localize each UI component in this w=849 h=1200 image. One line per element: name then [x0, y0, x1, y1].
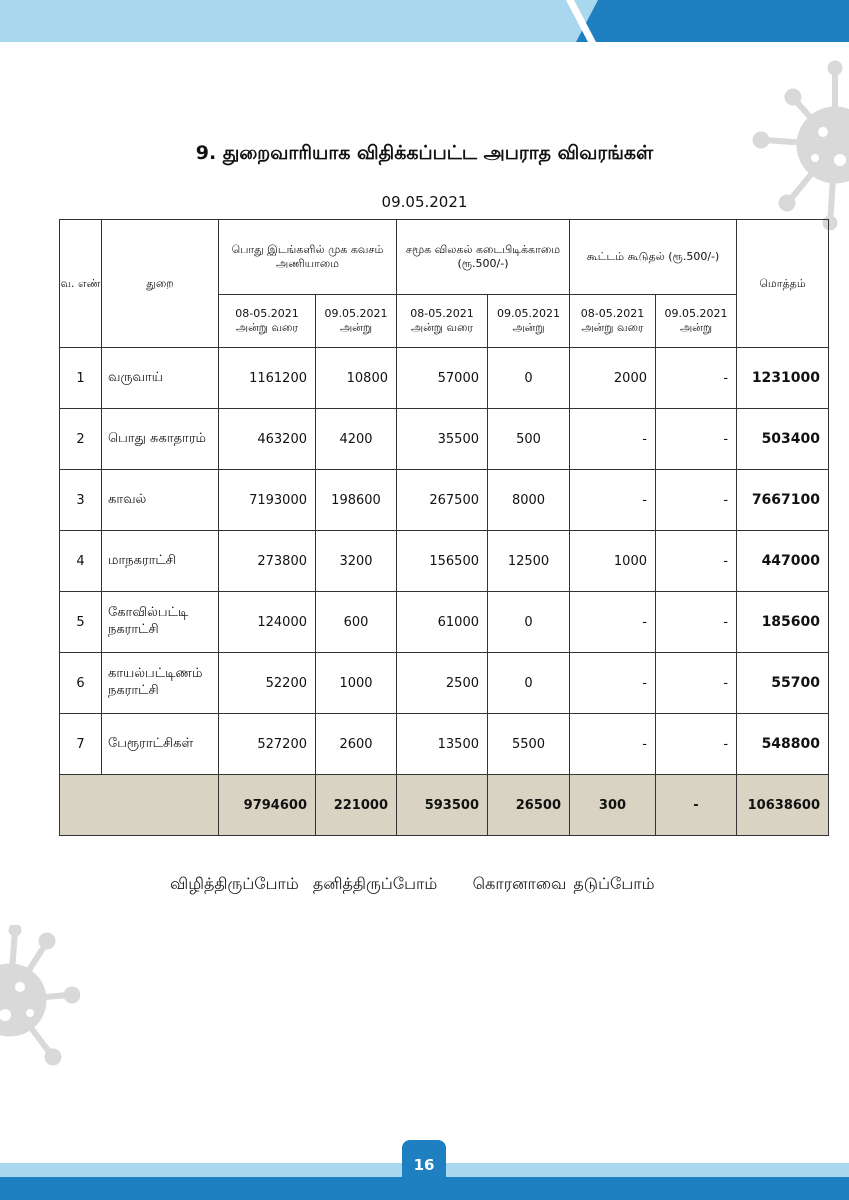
table-row: [60, 531, 829, 592]
cell-total: 1231000: [737, 348, 829, 409]
cell-total: 503400: [737, 409, 829, 470]
total-crowd-on: -: [656, 775, 737, 836]
header-sub-until: 08-05.2021 அன்று வரை: [397, 295, 488, 348]
header-sub-until: 08-05.2021 அன்று வரை: [219, 295, 316, 348]
cell-crowd-on: -: [656, 470, 737, 531]
cell-mask-until: 124000: [219, 592, 316, 653]
cell-dist-on: 8000: [488, 470, 570, 531]
cell-dept: பேரூராட்சிகள்: [102, 714, 219, 775]
header-total: மொத்தம்: [737, 220, 829, 348]
cell-dist-on: 500: [488, 409, 570, 470]
cell-mask-until: 7193000: [219, 470, 316, 531]
header-sub-until: 08-05.2021 அன்று வரை: [570, 295, 656, 348]
cell-total: 447000: [737, 531, 829, 592]
cell-dist-until: 35500: [397, 409, 488, 470]
cell-total: 548800: [737, 714, 829, 775]
cell-sno: 5: [60, 592, 102, 653]
cell-crowd-until: -: [570, 409, 656, 470]
header-band-light: [0, 0, 600, 42]
total-mask-until: 9794600: [219, 775, 316, 836]
cell-sno: 4: [60, 531, 102, 592]
header-sub-on: 09.05.2021 அன்று: [656, 295, 737, 348]
cell-crowd-until: -: [570, 592, 656, 653]
cell-dist-until: 2500: [397, 653, 488, 714]
total-dist-until: 593500: [397, 775, 488, 836]
cell-mask-on: 600: [316, 592, 397, 653]
cell-total: 185600: [737, 592, 829, 653]
cell-crowd-until: -: [570, 653, 656, 714]
table-row: [60, 653, 829, 714]
table-row: [60, 592, 829, 653]
table-row: [60, 409, 829, 470]
virus-decoration-icon: [0, 925, 80, 1075]
cell-dist-on: 5500: [488, 714, 570, 775]
cell-mask-until: 527200: [219, 714, 316, 775]
cell-dist-until: 267500: [397, 470, 488, 531]
cell-dist-on: 0: [488, 348, 570, 409]
cell-mask-until: 273800: [219, 531, 316, 592]
total-dist-on: 26500: [488, 775, 570, 836]
cell-mask-until: 1161200: [219, 348, 316, 409]
cell-sno: 3: [60, 470, 102, 531]
cell-crowd-until: -: [570, 470, 656, 531]
cell-dept: காவல்: [102, 470, 219, 531]
cell-mask-until: 463200: [219, 409, 316, 470]
total-crowd-until: 300: [570, 775, 656, 836]
cell-mask-on: 198600: [316, 470, 397, 531]
table-row: [60, 470, 829, 531]
cell-dept: கோவில்பட்டி நகராட்சி: [102, 592, 219, 653]
header-dept: துறை: [102, 220, 219, 348]
cell-crowd-until: -: [570, 714, 656, 775]
cell-crowd-until: 2000: [570, 348, 656, 409]
cell-crowd-on: -: [656, 653, 737, 714]
cell-dept: பொது சுகாதாரம்: [102, 409, 219, 470]
header-group-crowd: கூட்டம் கூடுதல் (ரூ.500/-): [570, 220, 737, 295]
cell-dept: மாநகராட்சி: [102, 531, 219, 592]
cell-dept: காயல்பட்டிணம் நகராட்சி: [102, 653, 219, 714]
cell-dept: வருவாய்: [102, 348, 219, 409]
page-number: 16: [402, 1140, 446, 1200]
grand-total: 10638600: [737, 775, 829, 836]
header-sub-on: 09.05.2021 அன்று: [488, 295, 570, 348]
totals-label-cell: [60, 775, 219, 836]
cell-crowd-on: -: [656, 714, 737, 775]
cell-dist-until: 61000: [397, 592, 488, 653]
cell-sno: 7: [60, 714, 102, 775]
page-title: 9. துறைவாரியாக விதிக்கப்பட்ட அபராத விவரங்கள்: [195, 142, 654, 164]
table-row: [60, 348, 829, 409]
slogan: விழித்திருப்போம் தனித்திருப்போம் கொரனாவை தடுப்போம்: [170, 874, 655, 893]
header-sub-on: 09.05.2021 அன்று: [316, 295, 397, 348]
cell-dist-until: 13500: [397, 714, 488, 775]
cell-mask-on: 3200: [316, 531, 397, 592]
cell-dist-until: 57000: [397, 348, 488, 409]
header-sno: வ. எண்: [60, 220, 102, 348]
cell-dist-on: 12500: [488, 531, 570, 592]
cell-total: 7667100: [737, 470, 829, 531]
cell-sno: 1: [60, 348, 102, 409]
table-row: [60, 714, 829, 775]
fines-table: [59, 219, 829, 836]
cell-total: 55700: [737, 653, 829, 714]
header-band-dark: [576, 0, 849, 42]
totals-row: [60, 775, 829, 836]
cell-crowd-on: -: [656, 409, 737, 470]
cell-crowd-until: 1000: [570, 531, 656, 592]
total-mask-on: 221000: [316, 775, 397, 836]
header-group-mask: பொது இடங்களில் முக கவசம் அணியாமை: [219, 220, 397, 295]
cell-dist-until: 156500: [397, 531, 488, 592]
cell-sno: 2: [60, 409, 102, 470]
cell-mask-on: 10800: [316, 348, 397, 409]
cell-mask-on: 1000: [316, 653, 397, 714]
cell-mask-until: 52200: [219, 653, 316, 714]
header-group-distance: சமூக விலகல் கடைபிடிக்காமை (ரூ.500/-): [397, 220, 570, 295]
report-date: 09.05.2021: [381, 193, 468, 211]
cell-mask-on: 2600: [316, 714, 397, 775]
cell-dist-on: 0: [488, 653, 570, 714]
cell-crowd-on: -: [656, 592, 737, 653]
cell-crowd-on: -: [656, 531, 737, 592]
cell-crowd-on: -: [656, 348, 737, 409]
cell-dist-on: 0: [488, 592, 570, 653]
cell-mask-on: 4200: [316, 409, 397, 470]
cell-sno: 6: [60, 653, 102, 714]
